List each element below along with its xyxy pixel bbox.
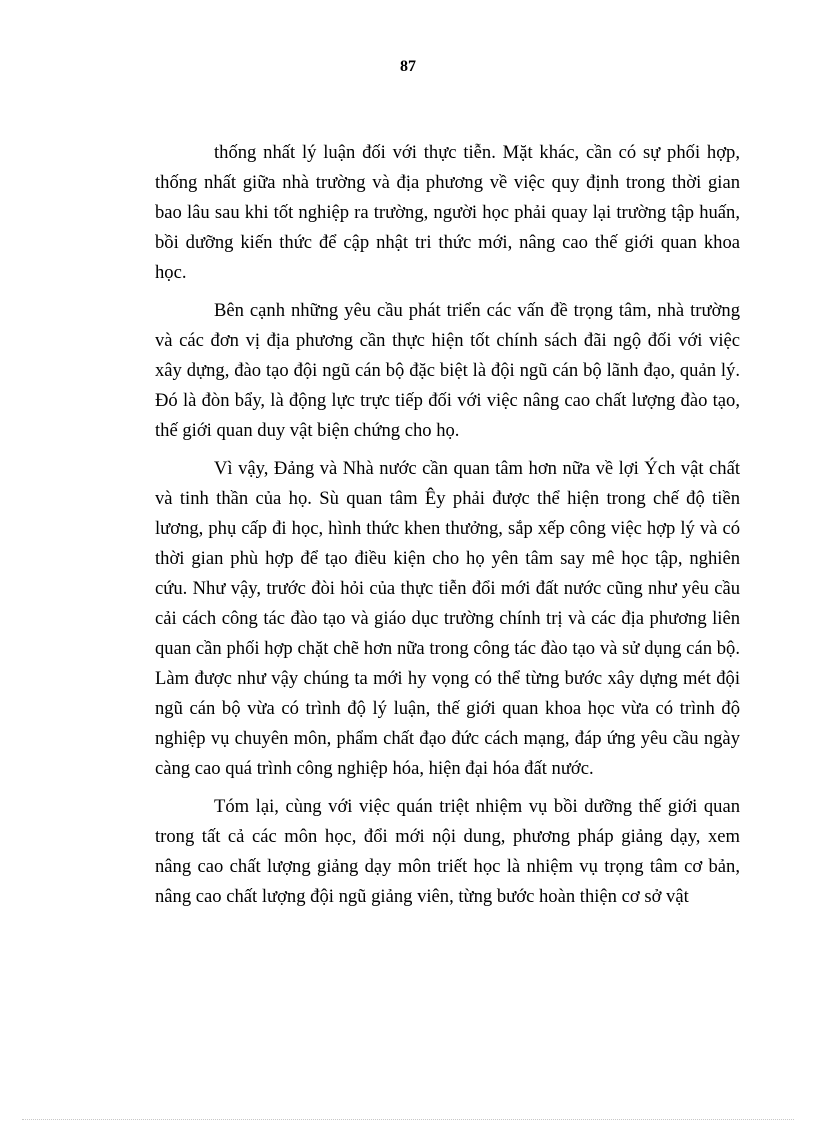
document-body <box>155 138 740 920</box>
paragraph: Bên cạnh những yêu cầu phát triển các vấn đề trọng tâm, nhà trường và các đơn vị địa phương cần thực hiện tốt chính sách đãi ngộ đối với việc xây dựng, đào tạo đội ngũ cán bộ đặc biệt là đội ngũ cán bộ lãnh đạo, quản lý. Đó là đòn bẩy, là động lực trực tiếp đối với việc nâng cao chất lượng đào tạo, thế giới quan duy vật biện chứng cho họ. <box>155 300 740 441</box>
paragraph: Tóm lại, cùng với việc quán triệt nhiệm vụ bồi dưỡng thế giới quan trong tất cả các môn học, đổi mới nội dung, phương pháp giảng dạy, xem nâng cao chất lượng giảng dạy môn triết học là nhiệm vụ trọng tâm cơ bản, nâng cao chất lượng đội ngũ giảng viên, từng bước hoàn thiện cơ sở vật <box>155 796 740 907</box>
page-number: 87 <box>400 58 416 75</box>
paragraph-continued: thống nhất lý luận đối với thực tiễn. Mặt khác, cần có sự phối hợp, thống nhất giữa nhà trường và địa phương về việc quy định trong thời gian bao lâu sau khi tốt nghiệp ra trường, người học phải quay lại trường tập huấn, bồi dưỡng kiến thức để cập nhật tri thức mới, nâng cao thế giới quan khoa học. <box>155 142 740 283</box>
paragraph: Vì vậy, Đảng và Nhà nước cần quan tâm hơn nữa về lợi Ých vật chất và tinh thần của họ. Sù quan tâm Êy phải được thể hiện trong chế độ tiền lương, phụ cấp đi học, hình thức khen thưởng, sắp xếp công việc hợp lý và có thời gian phù hợp để tạo điều kiện cho họ yên tâm say mê học tập, nghiên cứu. Như vậy, trước đòi hỏi của thực tiễn đổi mới đất nước cũng như yêu cầu cải cách công tác đào tạo và giáo dục trường chính trị và các địa phương liên quan cần phối hợp chặt chẽ hơn nữa trong công tác đào tạo và sử dụng cán bộ. Làm được như vậy chúng ta mới hy vọng có thể từng bước xây dựng mét đội ngũ cán bộ vừa có trình độ lý luận, thế giới quan khoa học vừa có trình độ nghiệp vụ chuyên môn, phẩm chất đạo đức cách mạng, đáp ứng yêu cầu ngày càng cao quá trình công nghiệp hóa, hiện đại hóa đất nước. <box>155 458 740 779</box>
page-bottom-divider <box>22 1119 794 1120</box>
